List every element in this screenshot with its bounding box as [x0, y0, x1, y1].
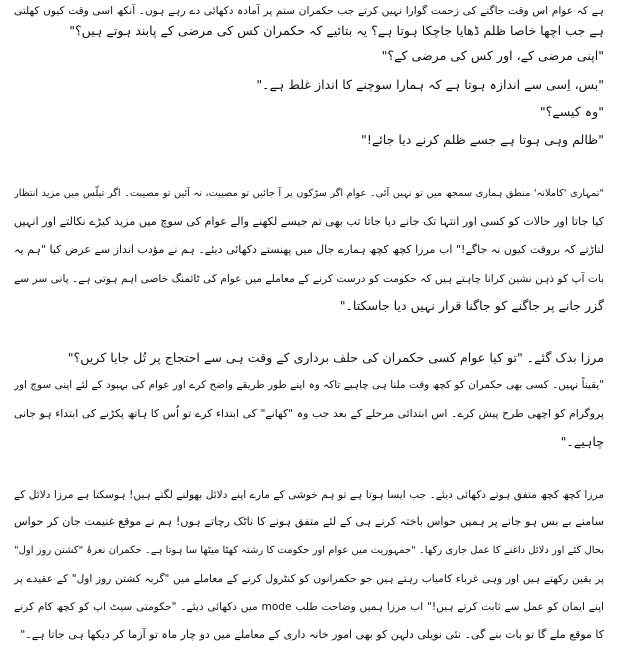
paragraph-4-line-3: بحال کئے اور دلائل داغنے کا عمل جاری رکھا۔ "جمہوریت میں عوام اور حکومت کا رشتہ کھٹا میٹھا سا ہوتا ہے۔ حکمران نعرۂ "کشتن روز اول" — [14, 545, 604, 556]
paragraph-2-line-4: بات آپ کو ذہن نشین کرانا چاہتے ہیں کہ حکومت کو درست کرنے کے معاملے میں عوام کی ٹائمنگ خاصی اہم ہوتی ہے۔ پانی سر سے — [14, 273, 604, 285]
paragraph-3-line-2: "یقیناً نہیں۔ کسی بھی حکمران کو کچھ وقت ملنا ہی چاہیے تاکہ وہ اپنے طور طریقے واضح کرے اور عوام کی بہبود کے لئے اپنی سوچ اور — [14, 379, 604, 391]
paragraph-4-line-4: پر یقین رکھتے ہیں اور وہی غرباء کامیاب رہتے ہیں جو حکمرانوں کو کنٹرول کرنے کے معاملے میں "گربہ کشتن روز اول" کے عقیدے پر — [14, 573, 604, 585]
paragraph-2-line-1: "تمہاری 'کاملانہ' منطق ہماری سمجھ میں تو نہیں آئی۔ عوام اگر سڑکوں پر آ جائیں تو مصیبت، نہ آئیں تو مصیبت۔ اگر تیلّس میں مزید انتظار — [14, 188, 604, 199]
paragraph-4-line-1: مرزا کچھ کچھ متفق ہوتے دکھائی دیئے۔ جب ایسا ہوتا ہے تو ہم خوشی کے مارے اپنے دلائل بھولنے لگتے ہیں! ہوسکتا ہے مرزا دلائل کے — [14, 489, 604, 501]
paragraph-4-line-2: سامنے بے بس ہو جانے پر ہمیں حواس باختہ کرنے ہی کے لئے متفق ہونے کا ناٹک رچاتے ہوں! ہم نے موقع غنیمت جان کر حواس — [14, 515, 604, 528]
paragraph-2-line-2: کیا جاتا اور حالات کو کسی اور انتہا تک جانے دیا جاتا تب بھی تم جیسے لکھنے والے عوام کی سوچ میں مزید کیڑے نکالتے اور انہیں — [14, 215, 604, 228]
paragraph-3-line-4: چاہیے۔" — [560, 434, 604, 449]
paragraph-1-line-5: "وہ کیسے؟" — [539, 104, 604, 119]
paragraph-1-line-2: ہے جب اچھا خاصا ظلم ڈھایا جاچکا ہوتا ہے؟ یہ بتائیے کہ حکمران کس کی مرضی کے پابند ہوتے ہیں؟" — [69, 23, 604, 38]
paragraph-2-line-3: لتاڑتے کہ بروقت کیوں نہ جاگے!" اب مرزا کچھ کچھ ہمارے جال میں پھنستے دکھائی دیئے۔ ہم نے مؤدب انداز سے عرض کیا "ہم یہ — [14, 243, 604, 256]
paragraph-1-line-6: "ظالم وہی ہوتا ہے جسے ظلم کرنے دیا جائے!" — [361, 132, 604, 147]
paragraph-2-line-5: گزر جانے پر جاگنے کو جاگنا قرار نہیں دیا جاسکتا۔" — [339, 298, 604, 313]
paragraph-1-line-4: "بس، اِسی سے اندازہ ہوتا ہے کہ ہمارا سوچنے کا انداز غلط ہے۔" — [256, 77, 604, 92]
paragraph-3-line-1: مرزا بدک گئے۔ "تو کیا عوام کسی حکمران کی حلف برداری کے وقت ہی سے احتجاج پر تُل جایا کریں؟" — [67, 350, 604, 365]
paragraph-3-line-3: پروگرام کو اچھی طرح پیش کرے۔ اس ابتدائی مرحلے کے بعد جب وہ "کھانے" کی ابتداء کرے تو اُس کا ہاتھ پکڑنے کی ابتداء ہو جانی — [14, 407, 604, 420]
paragraph-4-line-6: کا موقع ملے گا تو بات بنے گی۔ نئی نویلی دلہن کو بھی امور خانہ داری کے معاملے میں دو چار ماہ تو آزما کر دیکھا ہی جاتا ہے۔" — [20, 628, 604, 641]
paragraph-1-line-1: ہے کہ عوام اس وقت جاگنے کی زحمت گوارا نہیں کرتے جب حکمران ستم پر آمادہ دکھائی دے رہے ہوں۔ آنکھ اسی وقت کیوں کھلتی — [14, 5, 604, 17]
paragraph-4-line-5: اپنے ایمان کو عمل سے ثابت کرتے ہیں!" اب مرزا ہمیں وضاحت طلب mode میں دکھائی دیئے۔ "حکومتی سیٹ اپ کو کچھ کام کرنے — [14, 601, 604, 613]
paragraph-1-line-3: "اپنی مرضی کے، اور کس کی مرضی کے؟" — [381, 48, 604, 63]
